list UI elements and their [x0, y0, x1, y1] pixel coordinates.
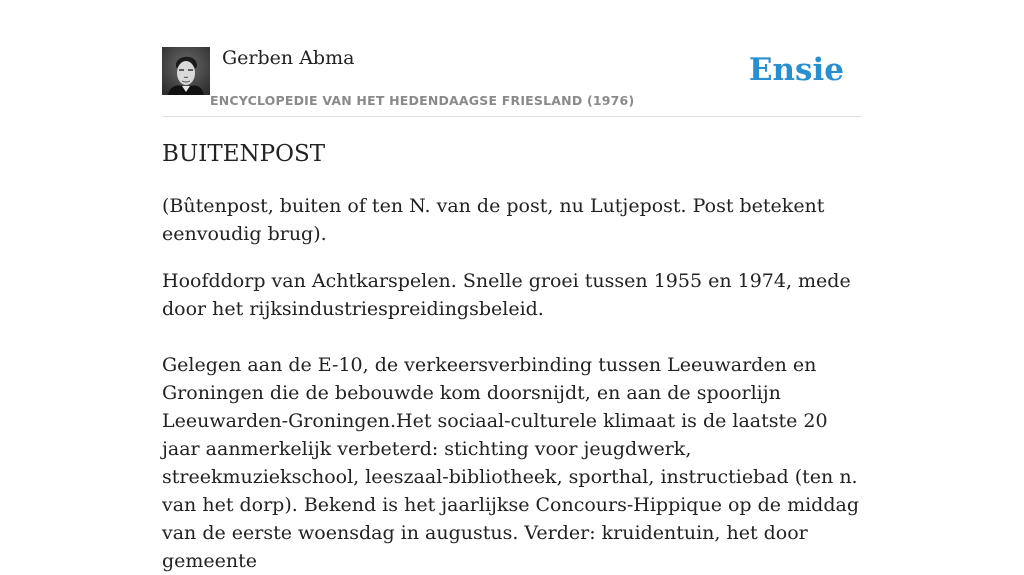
paragraph-description: Gelegen aan de E-10, de verkeersverbinding tussen Leeuwarden en Groningen die de bebouwde kom doorsnijdt, en aan de spoorlijn Leeuwarden-Groningen.Het sociaal-culturele klimaat is de laatste 20 jaar aanmerkelijk verbeterd: stichting voor jeugdwerk, streekmuziekschool, leeszaal-bibliotheek, sporthal, instructiebad (ten n. van het dorp). Bekend is het jaarlijkse Concours-Hippique op de middag van de eerste woensdag in augustus. Verder: kruidentuin, het door gemeente	[162, 354, 859, 572]
author-avatar[interactable]	[162, 47, 210, 95]
ensie-logo[interactable]: Ensie	[748, 52, 844, 88]
author-name[interactable]: Gerben Abma	[222, 47, 355, 69]
article-body	[162, 138, 864, 575]
paragraph-etymology: (Bûtenpost, buiten of ten N. van de post, nu Lutjepost. Post betekent eenvoudig brug).	[162, 195, 825, 245]
page-title: BUITENPOST	[162, 141, 326, 167]
author-portrait-icon	[162, 47, 210, 95]
article-header	[162, 46, 862, 117]
paragraph-summary: Hoofddorp van Achtkarspelen. Snelle groei tussen 1955 en 1974, mede door het rijksindustriespreidingsbeleid.	[162, 270, 851, 320]
source-title[interactable]: ENCYCLOPEDIE VAN HET HEDENDAAGSE FRIESLAND (1976)	[210, 93, 635, 108]
